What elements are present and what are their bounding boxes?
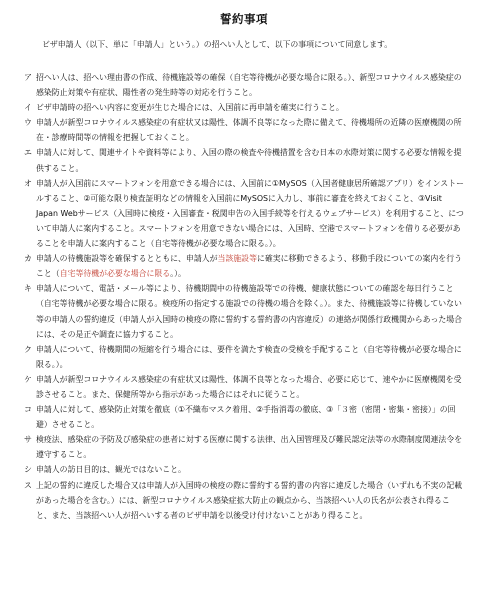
pledge-item	[24, 251, 464, 281]
pledge-item	[24, 342, 464, 372]
pledge-text-segment: 申請人について、待機期間の短縮を行う場合には、要件を満たす検査の受検を手配すること（自宅等待機が必要な場合に限る。）。	[36, 344, 462, 369]
pledge-text	[36, 281, 464, 341]
pledge-item	[24, 432, 464, 462]
pledge-marker: イ	[24, 103, 32, 113]
pledge-marker: ク	[24, 344, 32, 354]
pledge-item	[24, 281, 464, 341]
pledge-item	[24, 100, 464, 115]
pledge-item	[24, 145, 464, 175]
pledge-text-segment: 申請人が新型コロナウイルス感染症の有症状又は陽性、体調不良等になった際に備えて、待機場所の近隣の医療機関の所在・診療時間等の情報を把握しておくこと。	[36, 118, 462, 143]
highlighted-text: 自宅等待機が必要な場合に限る	[59, 269, 171, 279]
pledge-text	[36, 251, 464, 281]
pledge-item	[24, 176, 464, 251]
pledge-marker: ス	[24, 480, 32, 490]
pledge-text	[36, 70, 464, 100]
pledge-text-segment: ビザ申請時の招へい内容に変更が生じた場合には、入国前に再申請を確実に行うこと。	[36, 103, 344, 113]
pledge-marker: エ	[24, 148, 32, 158]
pledge-text	[36, 176, 464, 251]
pledge-text-segment: 申請人について、電話・メール等により、待機期間中の待機施設等での待機、健康状態についての確認を毎日行うこと（自宅等待機が必要な場合に限る。検疫所の指定する施設での待機の場合を除く。）。また、待機施設等に待機していない等の申請人の誓約違反（申請人が入国時の検疫の際に誓約する誓約書の内容違反）の連絡が関係行政機関からあった場合には、その是正や調査に協力すること。	[36, 284, 463, 339]
pledge-text	[36, 372, 464, 402]
pledge-item	[24, 70, 464, 100]
pledge-text	[36, 100, 464, 115]
pledge-text-segment: 申請人の訪日目的は、観光ではないこと。	[36, 465, 186, 475]
pledge-text	[36, 478, 464, 523]
pledge-marker: カ	[24, 254, 32, 264]
pledge-text-segment: 申請人が入国前にスマートフォンを用意できる場合には、入国前に①MySOS（入国者健康居所確認アプリ）をインストールすること、②可能な限り検査証明などの情報を入国前にMySOSに入力し、事前に審査を終えておくこと、③Visit Japan Webサービス（入国時に検疫・入国審査・税関申告の入国手続等を行えるウェブサービス）を利用すること、について申請人に案内すること。スマートフォンを用意できない場合には、入国時、空港でスマートフォンを借りる必要があることを申請人に案内すること（自宅等待機が必要な場合に限る。）。	[36, 178, 464, 249]
pledge-item	[24, 462, 464, 477]
intro-paragraph: ビザ申請人（以下、単に「申請人」という。）の招へい人として、以下の事項について同意します。	[42, 40, 393, 49]
pledge-text-segment: 検疫法、感染症の予防及び感染症の患者に対する医療に関する法律、出入国管理及び難民認定法等の水際制度関連法令を遵守すること。	[36, 435, 463, 460]
pledge-text	[36, 115, 464, 145]
pledge-item	[24, 478, 464, 523]
pledge-text-segment: に確実に移動できるよう、移動手段についての案内を行うこと（	[36, 254, 462, 279]
pledge-text	[36, 432, 464, 462]
pledge-marker: オ	[24, 178, 32, 188]
pledge-list	[24, 70, 464, 523]
pledge-marker: サ	[24, 435, 32, 445]
pledge-marker: シ	[24, 465, 32, 475]
pledge-text-segment: 申請人の待機施設等を確保するとともに、申請人が	[36, 254, 218, 264]
pledge-text-segment: 招へい人は、招へい理由書の作成、待機施設等の確保（自宅等待機が必要な場合に限る。）、新型コロナウイルス感染症の感染防止対策や有症状、陽性者の発生時等の対応を行うこと。	[36, 73, 462, 98]
pledge-text	[36, 402, 464, 432]
pledge-text	[36, 145, 464, 175]
pledge-marker: ア	[24, 73, 32, 82]
pledge-text	[36, 462, 464, 477]
pledge-text-segment: 。）。	[170, 269, 186, 279]
pledge-text-segment: 申請人に対して、関連サイトや資料等により、入国の際の検査や待機措置を含む日本の水際対策に関する必要な情報を提供すること。	[36, 148, 462, 173]
pledge-text	[36, 342, 464, 372]
pledge-marker: ウ	[24, 118, 32, 128]
page-title: 誓約事項	[220, 12, 268, 26]
pledge-item	[24, 402, 464, 432]
pledge-text-segment: 申請人に対して、感染防止対策を徹底（①不織布マスク着用、②手指消毒の徹底、③「３密（密閉・密集・密接）」の回避）させること。	[36, 405, 456, 430]
pledge-marker: キ	[24, 284, 32, 294]
pledge-item	[24, 372, 464, 402]
pledge-marker: ケ	[24, 374, 32, 384]
pledge-marker: コ	[24, 405, 32, 415]
pledge-text-segment: 上記の誓約に違反した場合又は申請人が入国時の検疫の際に誓約する誓約書の内容に違反した場合（いずれも不実の記載があった場合を含む。）には、新型コロナウイルス感染症拡大防止の観点から、当該招へい人の氏名が公表され得ること、また、当該招へい人が招へいする者のビザ申請を以後受け付けないことがあり得ること。	[36, 480, 463, 520]
highlighted-text: 当該施設等	[217, 254, 257, 264]
pledge-item	[24, 115, 464, 145]
pledge-text-segment: 申請人が新型コロナウイルス感染症の有症状又は陽性、体調不良等となった場合、必要に応じて、速やかに医療機関を受診させること。また、保健所等から指示があった場合にはそれに従うこと。	[36, 374, 462, 399]
